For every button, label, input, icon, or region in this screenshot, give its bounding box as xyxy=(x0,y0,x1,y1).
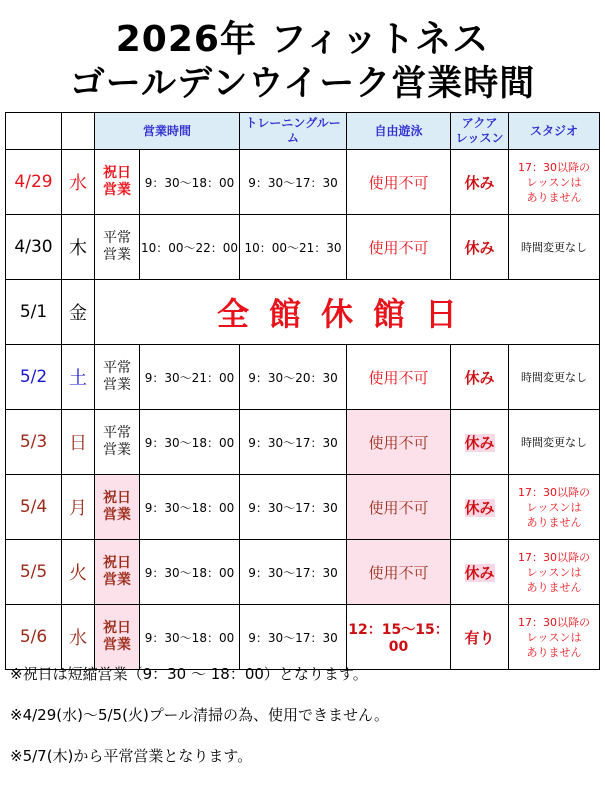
row-aqua xyxy=(451,410,509,475)
row-date: 5/5 xyxy=(6,540,62,605)
table-row xyxy=(6,345,600,410)
row-pool: 12：15～15：00 xyxy=(347,605,451,670)
row-type: 祝日 営業 xyxy=(95,150,140,215)
note-pool-cleaning: ※4/29(水)～5/5(火)プール清掃の為、使用できません。 xyxy=(10,706,389,724)
row-training: 9：30～17：30 xyxy=(240,150,347,215)
table-row xyxy=(6,150,600,215)
header-date xyxy=(6,113,62,150)
row-pool: 使用不可 xyxy=(347,475,451,540)
table-row xyxy=(6,540,600,605)
row-type: 平常 営業 xyxy=(95,345,140,410)
row-type: 祝日 営業 xyxy=(95,475,140,540)
row-type: 平常 営業 xyxy=(95,215,140,280)
row-studio: 17：30以降の レッスンは ありません xyxy=(509,475,600,540)
row-type: 平常 営業 xyxy=(95,410,140,475)
note-normal-resume: ※5/7(木)から平常営業となります。 xyxy=(10,747,253,765)
row-date: 4/30 xyxy=(6,215,62,280)
row-training: 9：30～17：30 xyxy=(240,475,347,540)
row-pool: 使用不可 xyxy=(347,150,451,215)
closed-day-banner: 全館休館日 xyxy=(95,280,600,345)
row-day: 水 xyxy=(62,605,95,670)
row-pool: 使用不可 xyxy=(347,345,451,410)
row-hours: 9：30～18：00 xyxy=(140,475,240,540)
row-date: 5/6 xyxy=(6,605,62,670)
row-training: 9：30～17：30 xyxy=(240,540,347,605)
notes-section xyxy=(10,664,600,787)
row-day: 土 xyxy=(62,345,95,410)
row-date: 5/1 xyxy=(6,280,62,345)
row-date: 4/29 xyxy=(6,150,62,215)
row-day: 火 xyxy=(62,540,95,605)
row-aqua-text: 休み xyxy=(464,433,495,452)
row-pool: 使用不可 xyxy=(347,540,451,605)
row-aqua xyxy=(451,540,509,605)
row-type: 祝日 営業 xyxy=(95,605,140,670)
row-studio: 時間変更なし xyxy=(509,215,600,280)
row-aqua: 有り xyxy=(451,605,509,670)
row-day: 木 xyxy=(62,215,95,280)
row-hours: 10：00～22：00 xyxy=(140,215,240,280)
row-day: 金 xyxy=(62,280,95,345)
row-date: 5/3 xyxy=(6,410,62,475)
table-row xyxy=(6,605,600,670)
row-aqua: 休み xyxy=(451,345,509,410)
title-golden-week: ゴールデンウイーク営業時間 xyxy=(69,64,536,104)
row-hours: 9：30～18：00 xyxy=(140,540,240,605)
row-day: 水 xyxy=(62,150,95,215)
row-aqua-text: 休み xyxy=(464,563,495,582)
title-year: 2026年 フィットネス xyxy=(115,19,490,60)
note-holiday-hours: ※祝日は短縮営業（9：30 ～ 18：00）となります。 xyxy=(10,665,368,683)
row-day: 日 xyxy=(62,410,95,475)
row-aqua: 休み xyxy=(451,150,509,215)
header-free-swim: 自由遊泳 xyxy=(347,113,451,150)
row-studio: 時間変更なし xyxy=(509,410,600,475)
row-studio: 17：30以降の レッスンは ありません xyxy=(509,605,600,670)
row-type: 祝日 営業 xyxy=(95,540,140,605)
row-hours: 9：30～21：00 xyxy=(140,345,240,410)
table-row xyxy=(6,215,600,280)
row-training: 9：30～17：30 xyxy=(240,410,347,475)
table-row xyxy=(6,280,600,345)
row-date: 5/2 xyxy=(6,345,62,410)
row-hours: 9：30～18：00 xyxy=(140,605,240,670)
row-studio: 17：30以降の レッスンは ありません xyxy=(509,150,600,215)
row-hours: 9：30～18：00 xyxy=(140,150,240,215)
row-studio: 時間変更なし xyxy=(509,345,600,410)
row-aqua xyxy=(451,475,509,540)
row-date: 5/4 xyxy=(6,475,62,540)
row-training: 9：30～17：30 xyxy=(240,605,347,670)
row-hours: 9：30～18：00 xyxy=(140,410,240,475)
row-training: 10：00～21：30 xyxy=(240,215,347,280)
header-studio: スタジオ xyxy=(509,113,600,150)
row-training: 9：30～20：30 xyxy=(240,345,347,410)
header-row xyxy=(6,113,600,150)
row-studio: 17：30以降の レッスンは ありません xyxy=(509,540,600,605)
row-aqua: 休み xyxy=(451,215,509,280)
table-row xyxy=(6,475,600,540)
header-aqua-lesson: アクア レッスン xyxy=(451,113,509,150)
row-aqua-text: 休み xyxy=(464,498,495,517)
row-pool: 使用不可 xyxy=(347,215,451,280)
header-training-room: トレーニングルーム xyxy=(240,113,347,150)
row-pool: 使用不可 xyxy=(347,410,451,475)
table-row xyxy=(6,410,600,475)
row-day: 月 xyxy=(62,475,95,540)
header-day xyxy=(62,113,95,150)
schedule-table xyxy=(5,112,600,670)
header-business-hours: 営業時間 xyxy=(95,113,240,150)
